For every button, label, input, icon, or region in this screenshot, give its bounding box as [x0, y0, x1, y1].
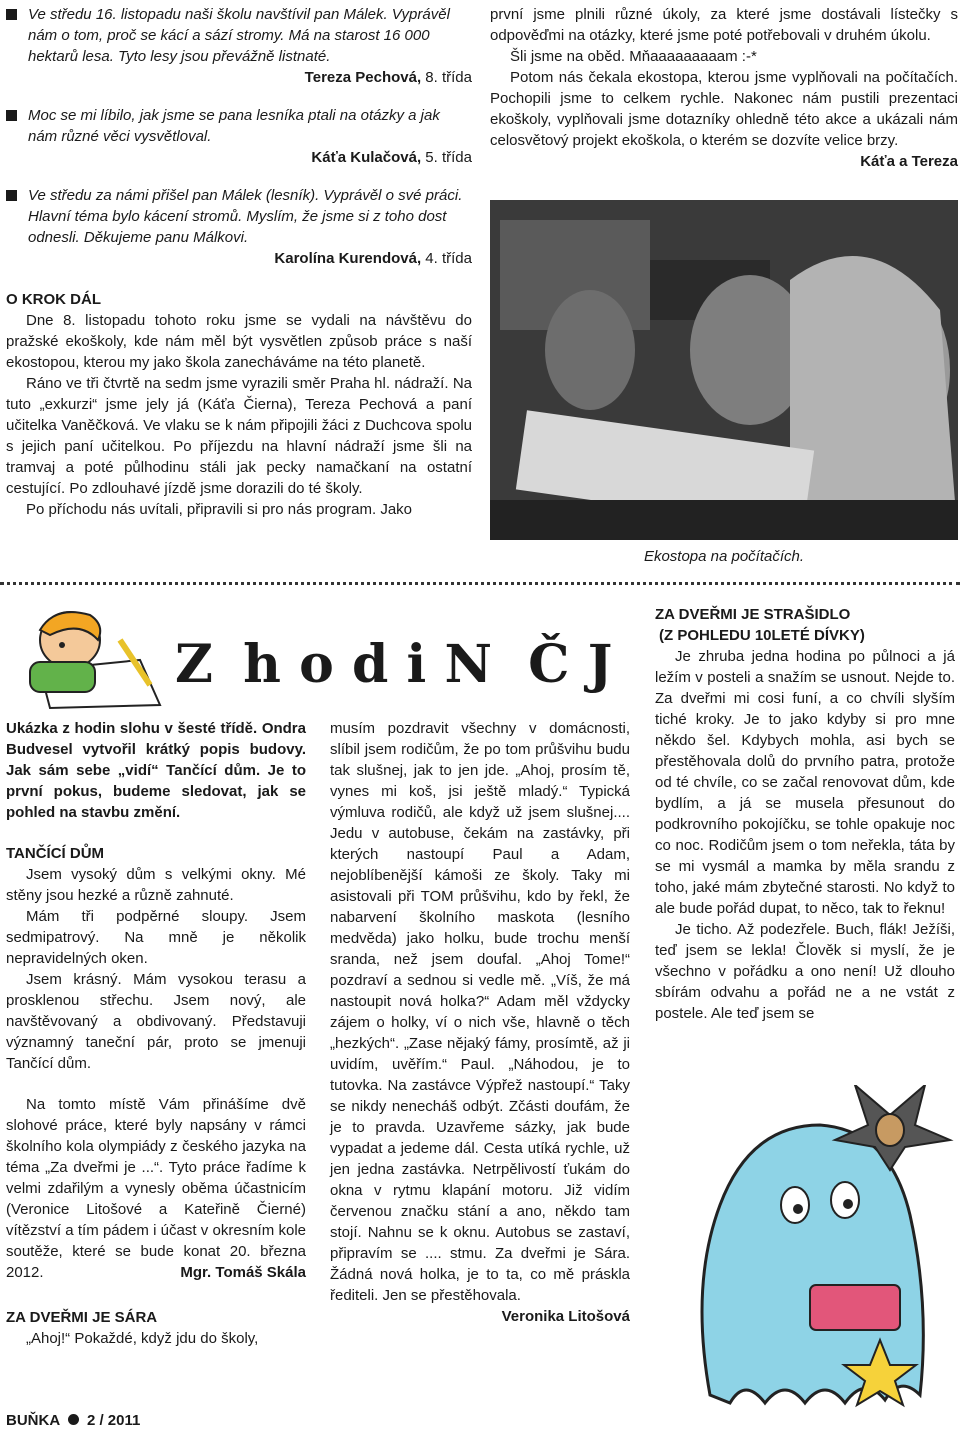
- tanci-heading: TANČÍCÍ DŮM: [6, 845, 105, 862]
- section-divider: [0, 582, 960, 585]
- left-top-column: [6, 4, 472, 520]
- tomas-paragraph: Na tomto místě Vám přinášíme dvě slohové práce, které byly napsány v rámci školního kola olympiády z českého jazyka na téma „Za dveřmi je ...“. Tyto práce řadíme k velmi zdařilým a vynesly oběma účastnicím (Veronice Litošové a Kateřině Čierné) vítězství a tím pádem i účast v okresním kole soutěže, které se bude konat 20. března 2012. Mgr. Tomáš Skála: [6, 1096, 306, 1281]
- news-item-3: Ve středu za námi přišel pan Málek (lesník). Vyprávěl o své práci. Hlavní téma bylo kácení stromů. Myslím, že jsme si z toho dost odnesli. Děkujeme panu Málkovi. Karolína Kurendová, 4. třída: [6, 185, 472, 269]
- slohu-intro: Ukázka z hodin slohu v šesté třídě. Ondra Budvesel vytvořil krátký popis budovy. Jak sám sebe „vidí“ Tančící dům. Je to první pokus, budeme sledovat, jak se pohled na stavbu změní.: [6, 720, 306, 821]
- title-letter: J: [587, 634, 613, 695]
- z-hodin-cj-title: [175, 635, 630, 705]
- right-top-column: [490, 4, 958, 172]
- photo-caption: Ekostopa na počítačích.: [643, 548, 805, 565]
- tomas-signature: Mgr. Tomáš Skála: [180, 1264, 306, 1281]
- bullet-square-icon: [6, 110, 17, 121]
- tanci-paragraph: Mám tři podpěrné sloupy. Jsem sedmipatrový. Na mně je několik nepravidelných oken.: [6, 908, 306, 967]
- news-item-1: Ve středu 16. listopadu naši školu navštívil pan Málek. Vyprávěl nám o tom, proč se kácí a sází stromy. Má na starost 16 000 hektarů lesa. Tyto lesy jsou převážně listnaté. Tereza Pechová, 8. třída: [6, 4, 472, 88]
- bottom-column-3: [655, 604, 955, 1024]
- news-item-2: Moc se mi líbilo, jak jsme se pana lesníka ptali na otázky a jak nám různé věci vysvětloval. Káťa Kulačová, 5. třída: [6, 105, 472, 168]
- bullet-square-icon: [6, 190, 17, 201]
- footer: [6, 1410, 140, 1431]
- title-letter: o: [299, 634, 334, 695]
- title-letter: i: [406, 634, 427, 695]
- strasidlo-subheading: (Z POHLEDU 10LETÉ DÍVKY): [659, 627, 865, 644]
- magazine-name: BUŇKA: [6, 1412, 60, 1429]
- bullet-square-icon: [6, 9, 17, 20]
- ekostopa-paragraph: Šli jsme na oběd. Mňaaaaaaaaam :-*: [510, 48, 757, 65]
- title-letter: Z: [175, 634, 213, 695]
- ekostopa-photo: [490, 200, 958, 540]
- bottom-column-2: [330, 718, 630, 1327]
- ekostopa-paragraph: Potom nás čekala ekostopa, kterou jsme vyplňovali na počítačích. Pochopili jsme to celkem rychle. Nakonec nám pustili prezentaci ekoškoly, vyplňovali jsme dotazníky ohledně této akce a ukázali nám celosvětový projekt ekoškola, o kterém se dozvíte velice brzy.: [490, 69, 958, 149]
- footer-dot-icon: [68, 1414, 79, 1425]
- bottom-column-1: [6, 718, 306, 1349]
- tanci-paragraph: Jsem krásný. Mám vysokou terasu a prosklenou střechu. Jsem nový, ale navštěvovaný a obdivovaný. Představuji významný taneční pár, proto se jmenuji Tančící dům.: [6, 971, 306, 1072]
- title-letter: N: [444, 634, 492, 695]
- krok-paragraph: Ráno ve tři čtvrtě na sedm jsme vyrazili směr Praha hl. nádraží. Na tuto „exkurzi“ jsme jely já (Káťa Čierna), Tereza Pechová a paní učitelka Vaněčková. Ve vlaku se k nám připojili žáci z Duchcova spolu s jejich paní učitelkou. Po příjezdu na hlavní nádraží jsme šli na tramvaj a poté půlhodinu stáli jak pecky namačkaní na ostatní cestující. Po zdlouhavé jízdě jsme dorazili do té školy.: [6, 375, 472, 497]
- tanci-paragraph: Jsem vysoký dům s velkými okny. Mé stěny jsou hezké a různě zahnuté.: [6, 866, 306, 904]
- ekostopa-paragraph: první jsme plnili různé úkoly, za které jsme dostávali lístečky s odpověďmi na otázky, které jsme poté potřebovali v druhém úkolu.: [490, 6, 958, 44]
- students-at-computer-image: [490, 200, 958, 540]
- ghost-illustration: [650, 1085, 955, 1410]
- krok-heading: O KROK DÁL: [6, 291, 101, 308]
- title-letter: h: [243, 634, 281, 695]
- sara-story: musím pozdravit všechny v domácnosti, slíbil jsem rodičům, že po tom průšvihu budu tak slušnej, jak to jen jde. „Ahoj, prosím tě, vynes mi koš, jsi ještě mladý.“ Typická výmluva rodičů, ale když už jsem slušnej.... Jedu v autobuse, čekám na zastávky, při kterých nastoupí Paul a Adam, nejoblíbenější kámoši ze školy. Taky mi asistovali při TOM průšvihu, kdo by řekl, že nabarvení školního maskota (lesního medvěda) jako holku, bude trochu menší sranda, než jsem doufal. „Ahoj Tome!“ pozdraví a sednou si vedle mě. „Víš, že má nastoupit nová holka?“ Adam měl vždycky zájem o holky, ví o nich vše, hlavně o těch „hezkých“. „Zase nějaký fámy, prosímtě, až ji uvidím, uvěřím.“ Paul. „Náhodou, je to tutovka. Na zastávce Výpřež nastoupí.“ Taky se nikdy nenecháš odbýt. Zčásti doufám, že je to pravda. Uzavřeme sázky, jak bude vypadat a jedeme dál. Cesta utíká rychle, už jen jedna zastávka. Netrpělivostí ťukám do okna v rytmu klapání motoru. Již vidím červenou značku stání a ano, někdo tam stojí. Nahnu se k oknu. Autobus se zastaví, připravím se .... stmu. Za dveřmi je Sára. Žádná nová holka, je to ta, co mě práskla řediteli. Jen se přestěhovala.: [330, 720, 630, 1304]
- krok-paragraph: Dne 8. listopadu tohoto roku jsme se vydali na návštěvu do pražské ekoškoly, kde nám měl být vysvětlen způsob práce s naší ekostopou, kterou my jako škola zanecháváme na této planetě.: [6, 312, 472, 371]
- strasidlo-heading: ZA DVEŘMI JE STRAŠIDLO: [655, 606, 851, 623]
- sara-heading: ZA DVEŘMI JE SÁRA: [6, 1309, 158, 1326]
- sara-paragraph: „Ahoj!“ Pokaždé, když jdu do školy,: [26, 1330, 259, 1347]
- ekostopa-signature: Káťa a Tereza: [860, 153, 958, 170]
- krok-paragraph: Po příchodu nás uvítali, připravili si pro nás program. Jako: [26, 501, 413, 518]
- veronika-signature: Veronika Litošová: [501, 1308, 630, 1325]
- issue-number: 2 / 2011: [86, 1412, 141, 1429]
- title-letter: Č: [528, 634, 570, 695]
- writing-boy-illustration: [10, 600, 170, 710]
- strasidlo-paragraph: Je ticho. Až podezřele. Buch, flák! Ježíši, teď jsem se lekla! Člověk si myslí, že je všechno v pořádku a ono není! Už dlouho sbírám odvahu a pořád ne a ne vstát z postele. Ale teď jsem se: [655, 921, 955, 1022]
- title-letter: d: [351, 634, 389, 695]
- strasidlo-paragraph: Je zhruba jedna hodina po půlnoci a já ležím v posteli a snažím se usnout. Nejde to. Za dveřmi mi cosi funí, a co chvíli slyším tiché kroky. Je to jako kdyby si pro mne někdo šel. Kdybych mohla, asi bych se přestěhovala dolů do prvního patra, protože od té chvíle, co se začal renovovat dům, kde bydlím, a já se musela přesunout do podkrovního pokojíčku, se tohle opakuje noc co noc. Rodičům jsem o tom neřekla, táta by se mi vysmál a mamka by měla srandu z toho, jaké mám zbytečné starosti. No když to ale bude pořád dupat, to něco, tak to řeknu!: [655, 648, 955, 917]
